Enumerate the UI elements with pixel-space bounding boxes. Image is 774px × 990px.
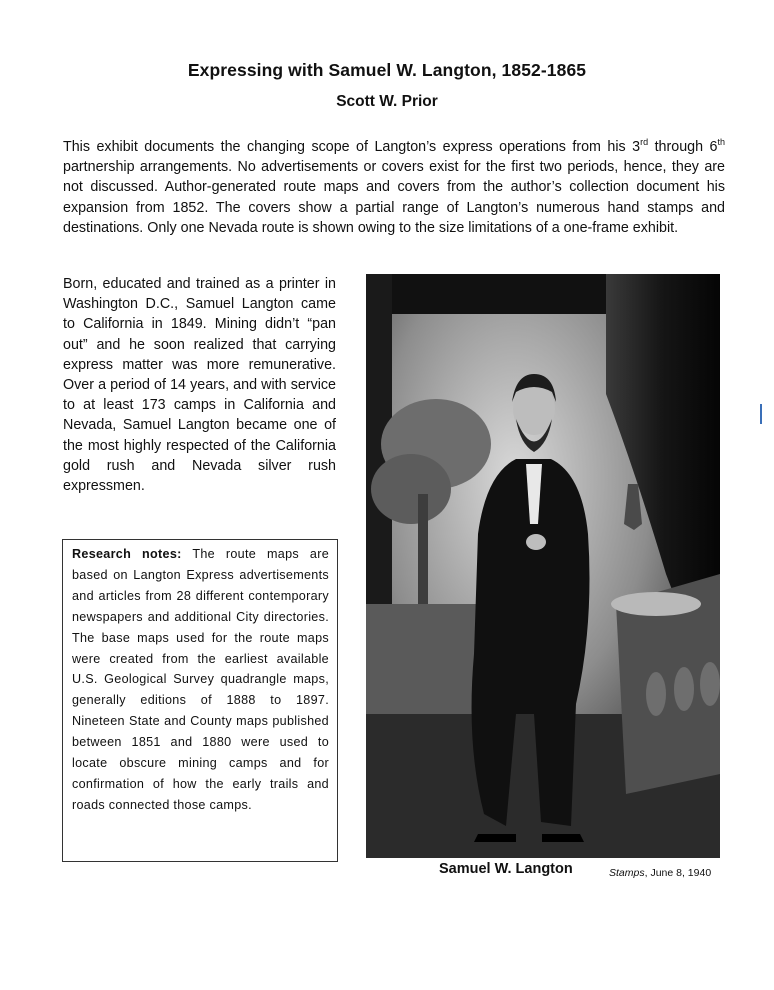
research-notes-text: The route maps are based on Langton Express advertisements and articles from 28 different contemporary newspapers and additional City directories. The base maps used for the route maps were created from the earliest available U.S. Geological Survey quadrangle maps, generally editions of 1888 to 1897. Nineteen State and County maps published between 1851 and 1880 were used to locate obscure mining camps and for confirmation of how the early trails and roads connected those camps. bbox=[72, 547, 329, 812]
intro-sup-2: th bbox=[717, 137, 725, 148]
author-name: Scott W. Prior bbox=[336, 93, 438, 110]
intro-text-3: partnership arrangements. No advertisements or covers exist for the first two periods, hence, they are not discussed. Author-generated route maps and covers from the author’s collection document his expansion from 1852. The covers show a partial range of Langton’s numerous hand stamps and destinations. Only one Nevada route is shown owing to the size limitations of a one-frame exhibit. bbox=[63, 159, 725, 236]
credit-source: Stamps bbox=[609, 867, 645, 879]
intro-text-1: This exhibit documents the changing scope of Langton’s express operations from his 3 bbox=[63, 139, 641, 155]
credit-date: , June 8, 1940 bbox=[644, 867, 712, 879]
photo-caption: Samuel W. Langton bbox=[439, 861, 573, 877]
research-notes-box bbox=[62, 539, 338, 862]
intro-text-2: through 6 bbox=[648, 139, 718, 155]
photo-credit bbox=[609, 867, 711, 879]
page-title: Expressing with Samuel W. Langton, 1852-1865 bbox=[187, 60, 587, 80]
research-notes-label: Research notes: bbox=[72, 547, 182, 561]
portrait-photo bbox=[366, 274, 720, 858]
intro-paragraph bbox=[63, 137, 725, 238]
intro-sup-1: rd bbox=[640, 137, 649, 148]
biography-paragraph: Born, educated and trained as a printer in Washington D.C., Samuel Langton came to California in 1849. Mining didn’t “pan out” and he soon realized that carrying express matter was more remunerative. Over a period of 14 years, and with service to at least 173 camps in California and Nevada, Samuel Langton became one of the most highly respected of the California gold rush and Nevada silver rush expressmen. bbox=[63, 276, 336, 495]
edge-marker bbox=[760, 404, 762, 424]
portrait-image bbox=[366, 274, 720, 858]
